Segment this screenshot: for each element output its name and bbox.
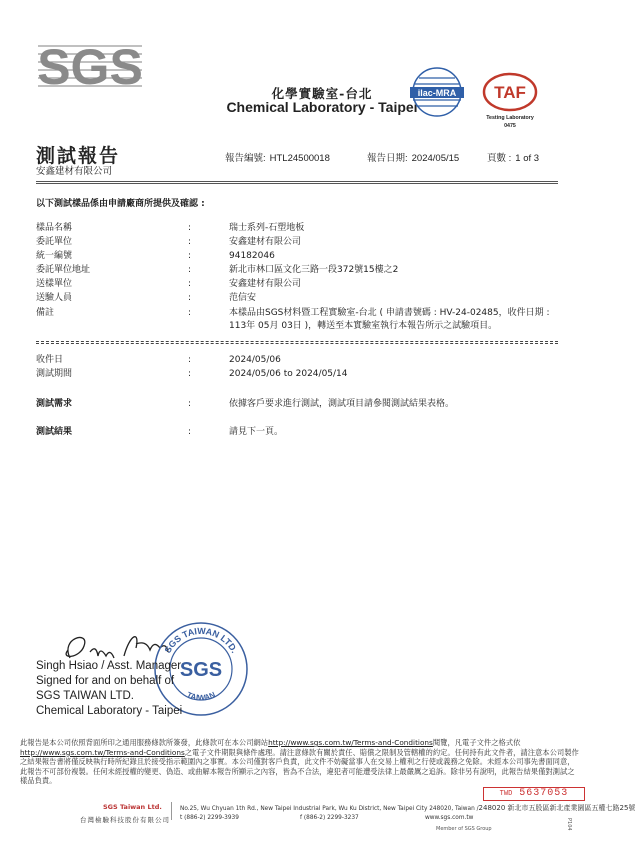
page-count-label: 頁數 : <box>487 153 512 164</box>
report-date <box>367 150 459 164</box>
disclaimer-part-2: 閱覽，凡電子文件之格式依 <box>432 738 521 747</box>
footer-company-zh: 台灣檢驗科技股份有限公司 <box>80 816 170 824</box>
field-label: 樣品名稱 <box>36 223 73 233</box>
footer-address-zh: 248020 新北市五股區新北產業園區五權七路25號 <box>478 804 635 812</box>
taf-sub1: Testing Laboratory <box>486 115 534 121</box>
footer-divider <box>171 802 172 820</box>
terms-link[interactable]: http://www.sgs.com.tw/Terms-and-Conditions <box>268 738 433 747</box>
legal-disclaimer <box>20 738 580 786</box>
footer-address <box>180 803 635 813</box>
report-number <box>225 150 330 164</box>
taf-text: TAF <box>494 83 526 102</box>
sgs-logo <box>37 39 143 95</box>
seal-bottom-text: TAIWAN <box>185 690 217 703</box>
field-value: 安鑫建材有限公司 <box>229 237 302 247</box>
taf-sub2: 0475 <box>504 123 516 129</box>
footer-phone: t (886-2) 2299-3939 <box>180 815 239 821</box>
field-colon: : <box>188 427 192 437</box>
lab-name-en: Chemical Laboratory - Taipei <box>226 99 418 115</box>
signatory-company: SGS TAIWAN LTD. <box>36 690 134 702</box>
field-label: 送樣單位 <box>36 279 73 289</box>
field-value: 本樣品由SGS材料暨工程實驗室-台北 ( 申請書號碼 : HV-24-02485，收件日期 : 113年 05月 03日 )，轉送至本實驗室執行本報告所示之試驗項目。 <box>229 308 550 331</box>
report-title: 測試報告 <box>36 145 121 167</box>
field-colon: : <box>188 293 192 303</box>
seal-center-text: SGS <box>179 659 223 681</box>
seal-top-text: SGS TAIWAN LTD. <box>162 625 240 655</box>
footer-fax: f (886-2) 2299-3237 <box>300 815 359 821</box>
field-value: 94182046 <box>229 251 275 261</box>
taf-logo <box>482 70 538 130</box>
field-label: 委託單位 <box>36 237 73 247</box>
field-colon: : <box>188 279 192 289</box>
intro-statement: 以下測試樣品係由申請廠商所提供及確認 : <box>36 199 205 209</box>
report-date-label: 報告日期: <box>367 153 408 164</box>
footer-address-en: No.25, Wu Chyuan 1th Rd., New Taipei Industrial Park, Wu Ku District, New Taipei City 248020, Taiwan / <box>180 806 479 812</box>
field-colon: : <box>188 251 192 261</box>
signatory-lab: Chemical Laboratory - Taipei <box>36 705 183 717</box>
field-value: 2024/05/06 <box>229 355 281 365</box>
report-number-value: HTL24500018 <box>269 153 330 164</box>
field-value: 新北市林口區文化三路一段372號15樓之2 <box>229 265 399 275</box>
side-code: P104 <box>566 818 572 831</box>
serial-value: 5637053 <box>519 788 569 799</box>
field-label: 測試需求 <box>36 399 73 409</box>
disclaimer-part-1: 此報告是本公司依照背面所印之通用服務條款所簽發，此條款可在本公司網站 <box>20 738 269 747</box>
svg-text:SGS TAIWAN LTD. <box>162 626 239 655</box>
page-count-value: 1 of 3 <box>515 153 540 164</box>
svg-text:TAIWAN <box>185 690 217 702</box>
field-label: 委託單位地址 <box>36 265 91 275</box>
serial-prefix: TWD <box>499 790 513 798</box>
page-count <box>487 150 539 164</box>
header-divider <box>36 181 558 182</box>
serial-number <box>483 787 585 801</box>
disclaimer-part-3: 之電子文件期限與條件處理。請注意條款有關於責任、賠償之限制及管轄權的約定。任何持有此文件者，請注意本公司製作之結果報告書將僅反映執行時所紀錄且於接受指示範圍內之事實。本公司僅對客戶負責，此文件不妨礙當事人在交易上權利之行使或義務之免除。未經本公司事先書面同意，此報告不可部份複製。任何未經授權的變更、偽造、或曲解本報告所顯示之內容，皆為不合法，違犯者可能遭受法律上最嚴厲之追訴。除非另有說明，此報告結果僅對測試之樣品負責。 <box>20 747 579 785</box>
lab-name-zh: 化學實驗室-台北 <box>271 86 373 101</box>
report-number-label: 報告編號: <box>225 153 266 164</box>
field-label: 統一編號 <box>36 251 73 261</box>
field-colon: : <box>188 308 192 318</box>
field-colon: : <box>188 355 192 365</box>
field-value: 請見下一頁。 <box>229 427 284 437</box>
report-date-value: 2024/05/15 <box>411 153 460 164</box>
client-company: 安鑫建材有限公司 <box>36 166 113 177</box>
field-value: 瑞士系列-石塑地板 <box>229 223 305 233</box>
field-label: 備註 <box>36 308 55 318</box>
ilac-text: ilac-MRA <box>417 88 457 98</box>
field-colon: : <box>188 399 192 409</box>
field-label: 收件日 <box>36 355 64 365</box>
footer-website[interactable]: www.sgs.com.tw <box>425 815 474 821</box>
field-value: 依據客戶要求進行測試，測試項目請參閱測試結果表格。 <box>229 399 455 409</box>
field-label: 送驗人員 <box>36 293 73 303</box>
field-colon: : <box>188 223 192 233</box>
signatory-name: Singh Hsiao / Asst. Manager <box>36 660 182 672</box>
field-colon: : <box>188 265 192 275</box>
field-value: 范信安 <box>229 293 257 303</box>
terms-link-electronic[interactable]: http://www.sgs.com.tw/Terms-and-Conditions <box>20 747 185 757</box>
field-colon: : <box>188 237 192 247</box>
field-colon: : <box>188 369 192 379</box>
ilac-mra-logo <box>410 66 464 124</box>
field-label: 測試結果 <box>36 427 73 437</box>
field-label: 測試期間 <box>36 369 73 379</box>
footer-member: Member of SGS Group <box>436 826 492 832</box>
footer-company-en: SGS Taiwan Ltd. <box>103 803 162 811</box>
sgs-logo-text: SGS <box>37 39 143 95</box>
field-value: 2024/05/06 to 2024/05/14 <box>229 369 348 379</box>
field-value: 安鑫建材有限公司 <box>229 279 302 289</box>
header-divider-second <box>36 183 558 184</box>
signatory-behalf: Signed for and on behalf of <box>36 675 175 687</box>
section-divider <box>36 341 558 344</box>
